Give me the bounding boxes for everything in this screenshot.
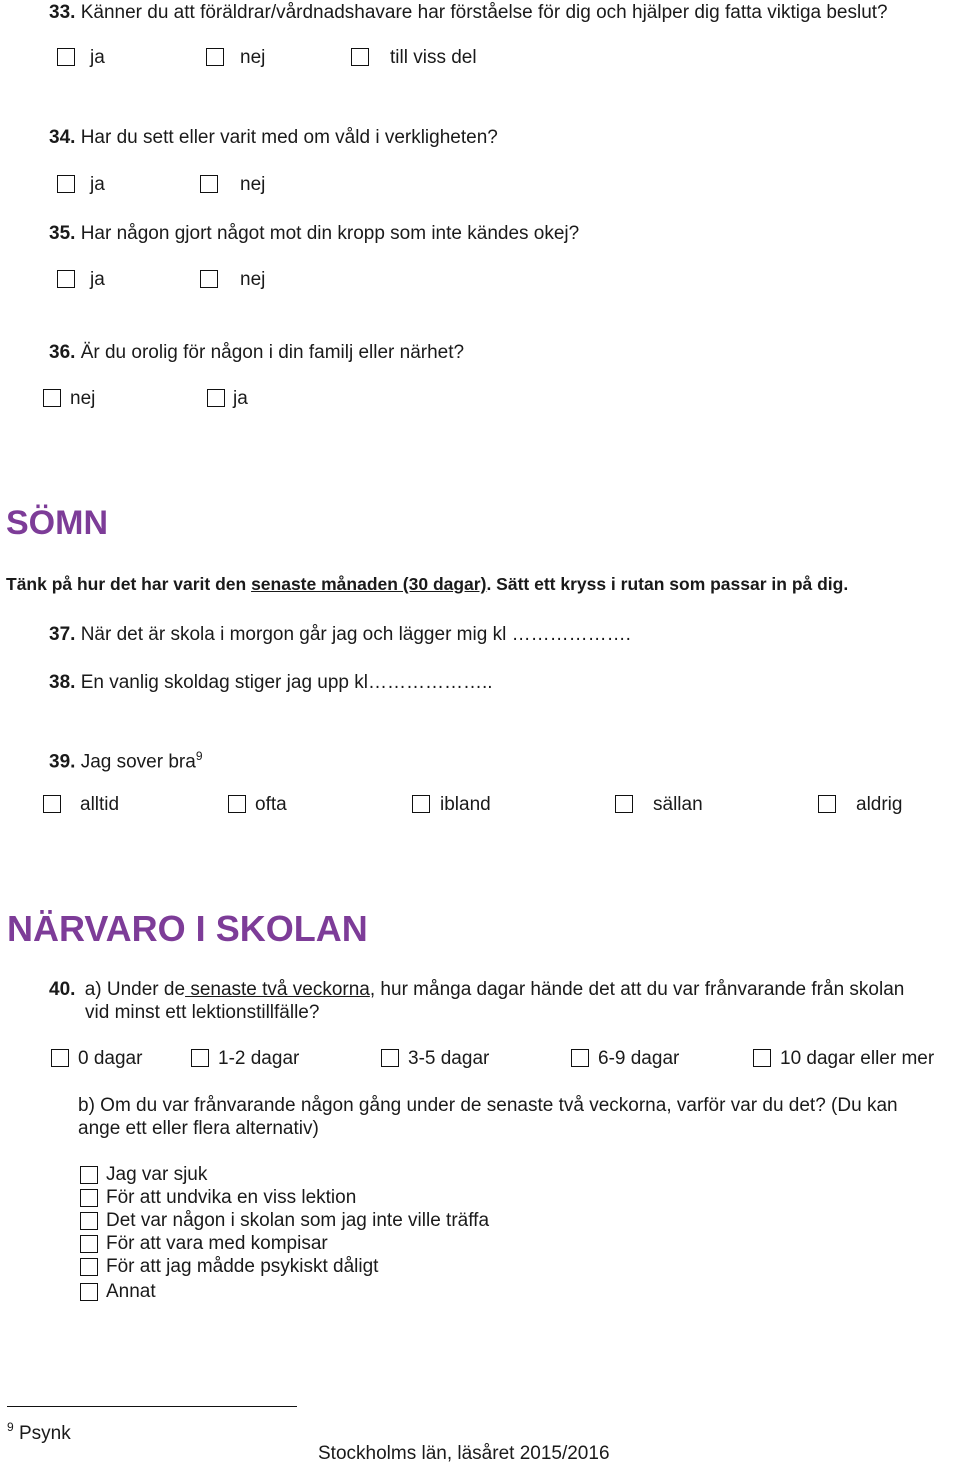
checkbox-q40a-0-dagar[interactable] (51, 1049, 69, 1067)
intro-underlined-text: senaste månaden (30 dagar) (251, 574, 487, 594)
section-intro (6, 572, 848, 596)
question-number: 37. (49, 624, 76, 645)
option-label: För att jag mådde psykiskt dåligt (106, 1256, 379, 1277)
option-label: nej (240, 174, 266, 195)
option-label: ja (233, 388, 248, 409)
checkbox-q39-alltid[interactable] (43, 795, 61, 813)
checkbox-q40b-inte-ville-traffa[interactable] (80, 1212, 98, 1230)
option-label: nej (240, 269, 266, 290)
footnote-reference: 9 (195, 749, 203, 763)
checkbox-q40a-10-dagar-eller-mer[interactable] (753, 1049, 771, 1067)
question-number: 33. (49, 2, 76, 23)
option-label: aldrig (856, 794, 903, 815)
checkbox-q39-ibland[interactable] (412, 795, 430, 813)
question-40a (49, 978, 904, 1002)
checkbox-q40b-psykiskt-daligt[interactable] (80, 1258, 98, 1276)
option-label: Jag var sjuk (106, 1164, 208, 1185)
option-label: nej (70, 388, 96, 409)
question-text: Känner du att föräldrar/vårdnadshavare har förståelse för dig och hjälper dig fatta viktiga beslut? (80, 2, 888, 23)
option-label: För att vara med kompisar (106, 1233, 328, 1254)
intro-text-end: . Sätt ett kryss i rutan som passar in på dig. (486, 574, 849, 594)
checkbox-q34-nej[interactable] (200, 175, 218, 193)
checkbox-q33-nej[interactable] (206, 48, 224, 66)
question-number: 38. (49, 672, 76, 693)
checkbox-q34-ja[interactable] (57, 175, 75, 193)
question-text: a) Under de (84, 979, 186, 1000)
question-40a-line2: vid minst ett lektionstillfälle? (85, 1002, 320, 1023)
checkbox-q35-nej[interactable] (200, 270, 218, 288)
checkbox-q39-aldrig[interactable] (818, 795, 836, 813)
question-number: 35. (49, 223, 76, 244)
question-text: Har någon gjort något mot din kropp som inte kändes okej? (80, 223, 580, 244)
footnote-divider (7, 1406, 297, 1407)
option-label: sällan (653, 794, 703, 815)
checkbox-q35-ja[interactable] (57, 270, 75, 288)
section-heading-somn: SÖMN (6, 504, 108, 542)
question-40b-line2: ange ett eller flera alternativ) (78, 1118, 319, 1139)
option-label: 0 dagar (78, 1048, 143, 1069)
option-label: ja (90, 47, 105, 68)
option-label: För att undvika en viss lektion (106, 1187, 357, 1208)
footnote-marker: 9 (7, 1420, 14, 1434)
question-text: Är du orolig för någon i din familj eller närhet? (80, 342, 465, 363)
option-label: Annat (106, 1281, 156, 1302)
option-label: Det var någon i skolan som jag inte ville träffa (106, 1210, 490, 1231)
question-number: 36. (49, 342, 76, 363)
checkbox-q40b-kompisar[interactable] (80, 1235, 98, 1253)
question-34 (49, 126, 498, 150)
answer-blank[interactable]: ……………….. (368, 672, 493, 693)
checkbox-q33-ja[interactable] (57, 48, 75, 66)
question-40b: b) Om du var frånvarande någon gång under de senaste två veckorna, varför var du det? (Du kan (78, 1095, 898, 1116)
checkbox-q36-ja[interactable] (207, 389, 225, 407)
checkbox-q40a-6-9-dagar[interactable] (571, 1049, 589, 1067)
option-label: nej (240, 47, 266, 68)
checkbox-q39-ofta[interactable] (228, 795, 246, 813)
checkbox-q40a-3-5-dagar[interactable] (381, 1049, 399, 1067)
checkbox-q39-sallan[interactable] (615, 795, 633, 813)
section-heading-narvaro: NÄRVARO I SKOLAN (7, 908, 368, 949)
question-number: 34. (49, 127, 76, 148)
question-text: Jag sover bra (80, 751, 196, 773)
option-label: ofta (255, 794, 287, 815)
question-text: När det är skola i morgon går jag och lägger mig kl (80, 624, 507, 645)
question-38 (49, 671, 493, 695)
question-number: 39. (49, 751, 76, 773)
option-label: ja (90, 269, 105, 290)
answer-blank[interactable]: ………………. (511, 624, 631, 645)
checkbox-q33-till-viss-del[interactable] (351, 48, 369, 66)
question-text: En vanlig skoldag stiger jag upp kl (80, 672, 368, 693)
question-33 (49, 1, 888, 25)
option-label: ibland (440, 794, 491, 815)
option-label: 10 dagar eller mer (780, 1048, 935, 1069)
option-label: alltid (80, 794, 120, 815)
checkbox-q40b-undvika-lektion[interactable] (80, 1189, 98, 1207)
footnote-text: Psynk (18, 1423, 71, 1444)
checkbox-q36-nej[interactable] (43, 389, 61, 407)
question-39 (49, 744, 203, 774)
question-number: 40. (49, 979, 76, 1000)
footnote (7, 1415, 71, 1446)
option-label: ja (90, 174, 105, 195)
question-36 (49, 341, 464, 365)
checkbox-q40a-1-2-dagar[interactable] (191, 1049, 209, 1067)
page-footer: Stockholms län, läsåret 2015/2016 (318, 1443, 610, 1464)
option-label: 1-2 dagar (218, 1048, 300, 1069)
option-label: till viss del (390, 47, 477, 68)
question-35 (49, 222, 579, 246)
question-text-end: , hur många dagar hände det att du var frånvarande från skolan (369, 979, 905, 1000)
question-37 (49, 623, 631, 647)
question-underlined-text: senaste två veckorna (185, 979, 370, 1000)
intro-text: Tänk på hur det har varit den (6, 574, 252, 594)
checkbox-q40b-annat[interactable] (80, 1283, 98, 1301)
option-label: 3-5 dagar (408, 1048, 490, 1069)
checkbox-q40b-sjuk[interactable] (80, 1166, 98, 1184)
option-label: 6-9 dagar (598, 1048, 680, 1069)
question-text: Har du sett eller varit med om våld i verkligheten? (80, 127, 498, 148)
